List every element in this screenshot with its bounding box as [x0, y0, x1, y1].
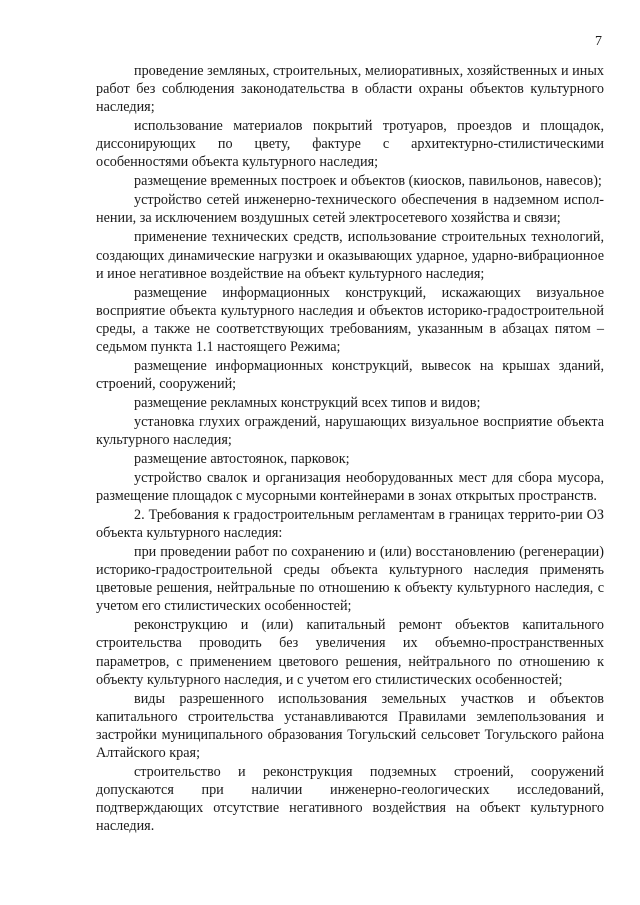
paragraph: использование материалов покрытий тротуаров, проездов и площадок, диссонирующих по цвету, фактуре с архитектурно-стилистическими особенностями объекта культурного наследия; [96, 118, 604, 171]
paragraph: строительство и реконструкция подземных строений, сооружений допускаются при наличии инженерно-геологических исследований, подтверждающих отсутствие негативного воздействия на объект культурного наследия. [96, 763, 604, 835]
section-heading-paragraph: 2. Требования к градостроительным регламентам в границах террито-рии ОЗ объекта культурного наследия: [96, 507, 604, 542]
paragraph: размещение информационных конструкций, искажающих визуальное восприятие объекта культурного наследия и объектов историко-градостроительной среды, а также не соответствующих требованиям, указанным в абзацах пятом – седьмом пункта 1.1 настоящего Режима; [96, 284, 604, 355]
paragraph: реконструкцию и (или) капитальный ремонт объектов капитального строительства проводить без увеличения их объемно-пространственных параметров, с применением цветового решения, нейтрального по отношению к объекту культурного наследия, и с учетом его стилистических особенностей; [96, 617, 604, 688]
paragraph: проведение земляных, строительных, мелиоративных, хозяйственных и иных работ без соблюдения законодательства в области охраны объектов культурного наследия; [96, 63, 604, 116]
paragraph: при проведении работ по сохранению и (или) восстановлению (регенерации) историко-градостроительной среды объекта культурного наследия применять цветовые решения, нейтральные по отношению к объекту культурного наследия, с учетом его стилистических особенностей; [96, 544, 604, 615]
paragraph: виды разрешенного использования земельных участков и объектов капитального строительства устанавливаются Правилами землепользования и застройки муниципального образования Тогульский сельсовет Тогульского района Алтайского края; [96, 690, 604, 761]
paragraph: устройство сетей инженерно-технического обеспечения в надземном испол-нении, за исключением воздушных сетей электросетевого хозяйства и связи; [96, 192, 604, 227]
page-number: 7 [595, 34, 602, 49]
paragraph: установка глухих ограждений, нарушающих визуальное восприятие объекта культурного наследия; [96, 413, 604, 448]
paragraph: применение технических средств, использование строительных технологий, создающих динамические нагрузки и оказывающих ударное, ударно-вибрационное и иное негативное воздействие на объект культурного наследия; [96, 229, 604, 282]
paragraph: размещение информационных конструкций, вывесок на крышах зданий, строений, сооружений; [96, 357, 604, 392]
paragraph: размещение рекламных конструкций всех типов и видов; [134, 394, 481, 411]
paragraph: размещение автостоянок, парковок; [134, 450, 350, 467]
paragraph: устройство свалок и организация необорудованных мест для сбора мусора, размещение площадок с мусорными контейнерами в зонах открытых пространств. [96, 469, 604, 505]
document-body [96, 62, 604, 836]
paragraph: размещение временных построек и объектов (киосков, павильонов, навесов); [134, 173, 602, 190]
